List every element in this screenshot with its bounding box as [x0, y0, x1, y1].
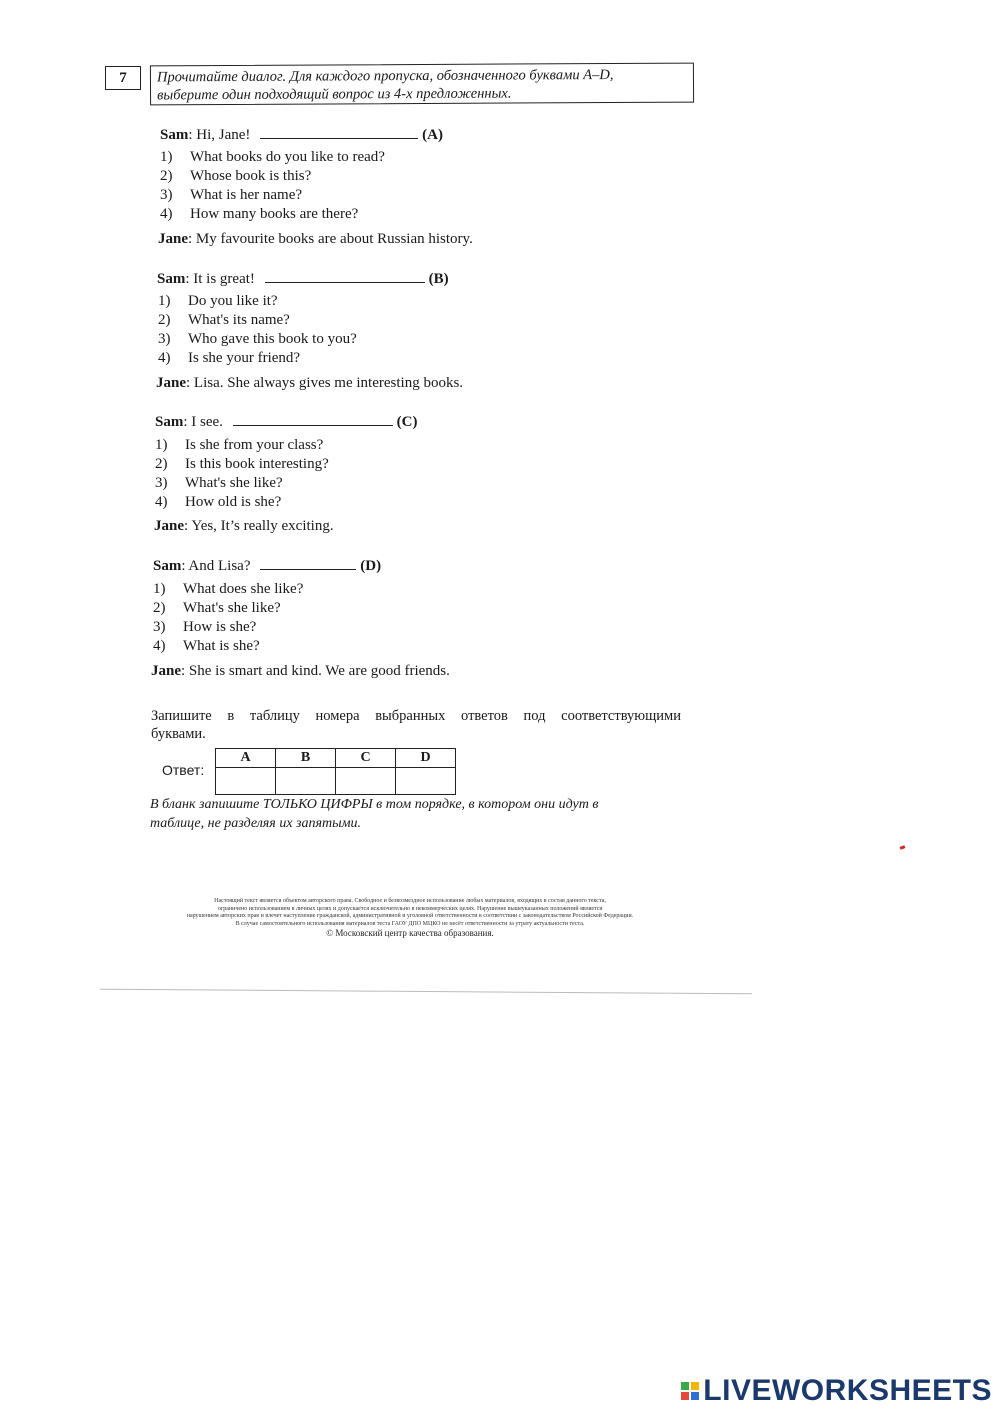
copyright-line-4: В случае самостоятельного использования материалов теста ГАОУ ДПО МЦКО не несёт ответственности за утрату актуальности теста. [235, 920, 585, 927]
sam-text: : I see. [183, 414, 223, 430]
copyright-block [150, 898, 670, 938]
gap-tag: (B) [428, 271, 449, 287]
option-item[interactable]: 2) What's she like? [153, 600, 281, 616]
sam-line-b [157, 268, 449, 288]
option-item[interactable]: 3) What is her name? [160, 187, 303, 203]
answer-label: Ответ: [162, 762, 205, 778]
option-item[interactable]: 3) Who gave this book to you? [158, 331, 357, 347]
jane-line-b [156, 375, 463, 392]
options-d [153, 580, 303, 656]
option-item[interactable]: 1) What does she like? [153, 581, 304, 597]
note-line-1: В бланк запишите ТОЛЬКО ЦИФРЫ в том порядке, в котором они идут в [150, 797, 599, 812]
answer-cell-c[interactable] [336, 768, 396, 795]
table-instruction-line-2: буквами. [151, 726, 206, 742]
option-item[interactable]: 2) Whose book is this? [160, 168, 312, 184]
speaker-sam: Sam [157, 271, 186, 287]
gap-tag: (D) [360, 558, 382, 574]
speaker-jane: Jane [154, 518, 184, 534]
copyright-main: © Московский центр качества образования. [326, 928, 494, 938]
page-edge-line [100, 989, 752, 995]
answer-col-b: B [276, 749, 336, 768]
jane-text: : My favourite books are about Russian history. [188, 231, 473, 247]
jane-line-a [158, 231, 473, 248]
sam-text: : Hi, Jane! [188, 127, 251, 143]
options-a [160, 148, 385, 224]
jane-line-d [151, 663, 450, 680]
gap-d-blank[interactable] [260, 555, 356, 570]
scan-artifact [900, 845, 906, 850]
jane-text: : Yes, It’s really exciting. [184, 518, 334, 534]
answer-col-d: D [396, 749, 456, 768]
copyright-line-3: нарушением авторских прав и влечет наступление гражданской, административной и уголовной ответственности в соответствии с законодательством Российской Федерации. [186, 913, 634, 919]
answer-col-a: A [216, 749, 276, 768]
speaker-sam: Sam [160, 127, 189, 143]
task-instruction-box [150, 63, 694, 106]
copyright-line-2: ограничено использованием в личных целях и допускается исключительно в некоммерческих целях. Нарушение вышеуказанных положений является [217, 905, 603, 912]
option-item[interactable]: 4) How many books are there? [160, 206, 359, 222]
speaker-jane: Jane [151, 663, 181, 679]
liveworksheets-logo[interactable] [681, 1374, 992, 1408]
jane-text: : She is smart and kind. We are good friends. [181, 663, 450, 679]
speaker-jane: Jane [156, 375, 186, 391]
gap-b-blank[interactable] [265, 268, 425, 283]
speaker-jane: Jane [158, 231, 188, 247]
answer-col-c: C [336, 749, 396, 768]
jane-text: : Lisa. She always gives me interesting books. [186, 375, 464, 391]
answer-cell-d[interactable] [396, 768, 456, 795]
option-item[interactable]: 4) Is she your friend? [158, 350, 301, 366]
sam-line-d [153, 555, 381, 575]
options-c [155, 436, 329, 512]
option-item[interactable]: 1) What books do you like to read? [160, 149, 385, 165]
sam-text: : It is great! [185, 271, 255, 287]
instruction-line-2: выберите один подходящий вопрос из 4-х предложенных. [157, 85, 512, 104]
task-number: 7 [105, 66, 141, 90]
gap-tag: (A) [422, 127, 443, 143]
table-instruction [151, 707, 681, 743]
option-item[interactable]: 3) How is she? [153, 619, 257, 635]
answer-cell-a[interactable] [216, 768, 276, 795]
option-item[interactable]: 4) What is she? [153, 638, 260, 654]
sam-line-c [155, 411, 418, 431]
answer-cell-b[interactable] [276, 768, 336, 795]
option-item[interactable]: 4) How old is she? [155, 494, 282, 510]
option-item[interactable]: 1) Is she from your class? [155, 437, 324, 453]
answer-note [150, 795, 680, 833]
gap-a-blank[interactable] [260, 124, 418, 139]
table-instruction-line-1: Запишите в таблицу номера выбранных ответов под соответствующими [151, 708, 681, 724]
jane-line-c [154, 518, 334, 535]
option-item[interactable]: 3) What's she like? [155, 475, 283, 491]
speaker-sam: Sam [153, 558, 182, 574]
gap-c-blank[interactable] [233, 411, 393, 426]
sam-line-a [160, 124, 443, 144]
option-item[interactable]: 1) Do you like it? [158, 293, 278, 309]
copyright-line-1: Настоящий текст является объектом авторского права. Свободное и безвозмездное использование любых материалов, входящих в состав данного текста, [214, 898, 606, 904]
sam-text: : And Lisa? [181, 558, 251, 574]
gap-tag: (C) [396, 414, 418, 430]
options-b [158, 292, 357, 368]
logo-icon [681, 1382, 699, 1400]
option-item[interactable]: 2) Is this book interesting? [155, 456, 329, 472]
logo-text: LIVEWORKSHEETS [703, 1374, 992, 1407]
speaker-sam: Sam [155, 414, 184, 430]
answer-table [215, 748, 456, 795]
note-line-2: таблице, не разделяя их запятыми. [150, 816, 362, 831]
instruction-line-1: Прочитайте диалог. Для каждого пропуска, обозначенного буквами A–D, [156, 66, 614, 86]
option-item[interactable]: 2) What's its name? [158, 312, 290, 328]
